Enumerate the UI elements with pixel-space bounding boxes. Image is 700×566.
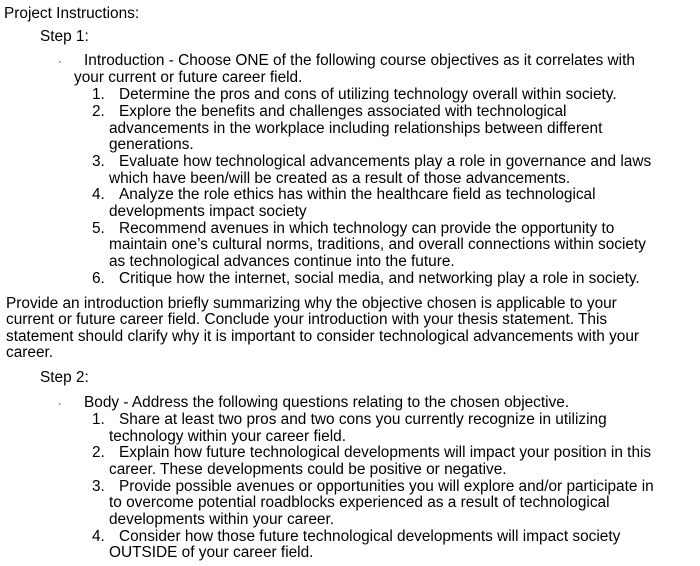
item-number: 4. (92, 528, 105, 545)
item-text: Recommend avenues in which technology can provide the opportunity to (119, 220, 615, 237)
item-text: Provide possible avenues or opportunities you will explore and/or participate in (119, 478, 654, 495)
item-number: 3. (92, 478, 105, 495)
bullet-icon: · (58, 398, 62, 410)
intro-line: Introduction - Choose ONE of the following course objectives as it correlates with (84, 52, 635, 69)
item-number: 1. (92, 411, 105, 428)
item-text: maintain one’s cultural norms, traditions, and overall connections within society (109, 236, 646, 253)
item-text: as technological advances continue into the future. (109, 253, 455, 270)
item-text: which have been/will be created as a result of those advancements. (109, 170, 571, 187)
item-text: technology within your career field. (109, 428, 346, 445)
item-text: career. These developments could be positive or negative. (109, 461, 507, 478)
item-number: 5. (92, 220, 105, 237)
item-number: 4. (92, 186, 105, 203)
paragraph-line: Provide an introduction briefly summarizing why the objective chosen is applicable to your (6, 295, 617, 312)
item-text: developments impact society (109, 203, 307, 220)
page-title: Project Instructions: (4, 5, 140, 22)
step-1-label: Step 1: (40, 28, 89, 45)
item-number: 6. (92, 270, 105, 287)
paragraph-line: current or future career field. Conclude your introduction with your thesis statement. This (6, 311, 608, 328)
item-text: to overcome potential roadblocks experienced as a result of technological (109, 494, 610, 511)
item-text: Analyze the role ethics has within the healthcare field as technological (119, 186, 596, 203)
item-text: Explain how future technological developments will impact your position in this (119, 444, 652, 461)
body-line: Body - Address the following questions relating to the chosen objective. (84, 394, 570, 411)
item-text: Evaluate how technological advancements play a role in governance and laws (119, 153, 652, 170)
bullet-icon: · (58, 56, 62, 68)
item-text: Determine the pros and cons of utilizing technology overall within society. (119, 86, 617, 103)
item-text: Share at least two pros and two cons you currently recognize in utilizing (119, 411, 607, 428)
item-number: 2. (92, 103, 105, 120)
item-text: generations. (109, 136, 194, 153)
item-number: 2. (92, 444, 105, 461)
item-text: developments within your career. (109, 511, 334, 528)
intro-line: your current or future career field. (74, 69, 303, 86)
item-text: Consider how those future technological developments will impact society (119, 528, 621, 545)
item-text: OUTSIDE of your career field. (109, 544, 314, 561)
item-text: Critique how the internet, social media, and networking play a role in society. (119, 270, 640, 287)
item-text: Explore the benefits and challenges associated with technological (119, 103, 567, 120)
item-text: advancements in the workplace including relationships between different (109, 120, 603, 137)
step-2-label: Step 2: (40, 369, 89, 386)
item-number: 1. (92, 86, 105, 103)
paragraph-line: statement should clarify why it is important to consider technological advancements with your (6, 328, 640, 345)
paragraph-line: career. (6, 344, 54, 361)
item-number: 3. (92, 153, 105, 170)
